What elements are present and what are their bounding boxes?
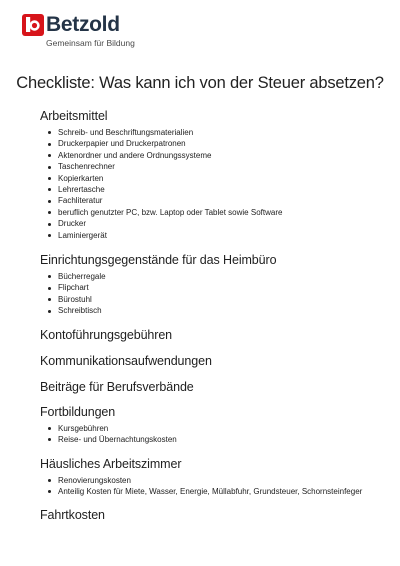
- checklist-section: [40, 506, 385, 524]
- section-heading: Einrichtungsgegenstände für das Heimbüro: [40, 253, 277, 268]
- checklist-section: [40, 378, 385, 396]
- list-item: Renovierungskosten: [48, 475, 385, 486]
- list-item: Taschenrechner: [48, 161, 385, 172]
- logo-tagline: Gemeinsam für Bildung: [46, 38, 135, 48]
- page-title: Checkliste: Was kann ich von der Steuer absetzen?: [16, 74, 384, 92]
- checklist-section: [40, 352, 385, 370]
- list-item: Lehrertasche: [48, 184, 385, 195]
- section-heading: Kommunikationsaufwendungen: [40, 353, 212, 368]
- list-item: Schreib- und Beschriftungsmaterialien: [48, 127, 385, 138]
- bullet-list: [40, 475, 385, 498]
- section-heading: Kontoführungsgebühren: [40, 327, 173, 342]
- bullet-list: [40, 423, 385, 446]
- list-item: Reise- und Übernachtungskosten: [48, 434, 385, 445]
- list-item: Flipchart: [48, 282, 385, 293]
- betzold-logo-icon: [22, 14, 44, 36]
- checklist-section: [40, 251, 385, 317]
- list-item: Kopierkarten: [48, 173, 385, 184]
- checklist-section: [40, 326, 385, 344]
- list-item: beruflich genutzter PC, bzw. Laptop oder Tablet sowie Software: [48, 207, 385, 218]
- section-heading: Arbeitsmittel: [40, 109, 108, 123]
- checklist-section: [40, 107, 385, 241]
- checklist-section: [40, 403, 385, 446]
- checklist-section: [40, 455, 385, 498]
- list-item: Bürostuhl: [48, 294, 385, 305]
- logo-name: Betzold: [46, 13, 120, 36]
- section-heading: Häusliches Arbeitszimmer: [40, 456, 182, 471]
- list-item: Druckerpapier und Druckerpatronen: [48, 138, 385, 149]
- betzold-logo: [22, 14, 182, 54]
- bullet-list: [40, 127, 385, 241]
- list-item: Anteilig Kosten für Miete, Wasser, Energie, Müllabfuhr, Grundsteuer, Schornsteinfeger: [48, 486, 385, 497]
- list-item: Aktenordner und andere Ordnungssysteme: [48, 150, 385, 161]
- section-heading: Fahrtkosten: [40, 508, 105, 523]
- list-item: Laminiergerät: [48, 230, 385, 241]
- list-item: Schreibtisch: [48, 305, 385, 316]
- list-item: Fachliteratur: [48, 195, 385, 206]
- list-item: Bücherregale: [48, 271, 385, 282]
- list-item: Drucker: [48, 218, 385, 229]
- checklist-content: [40, 107, 385, 532]
- section-heading: Beiträge für Berufsverbände: [40, 379, 194, 394]
- bullet-list: [40, 271, 385, 317]
- list-item: Kursgebühren: [48, 423, 385, 434]
- section-heading: Fortbildungen: [40, 404, 116, 419]
